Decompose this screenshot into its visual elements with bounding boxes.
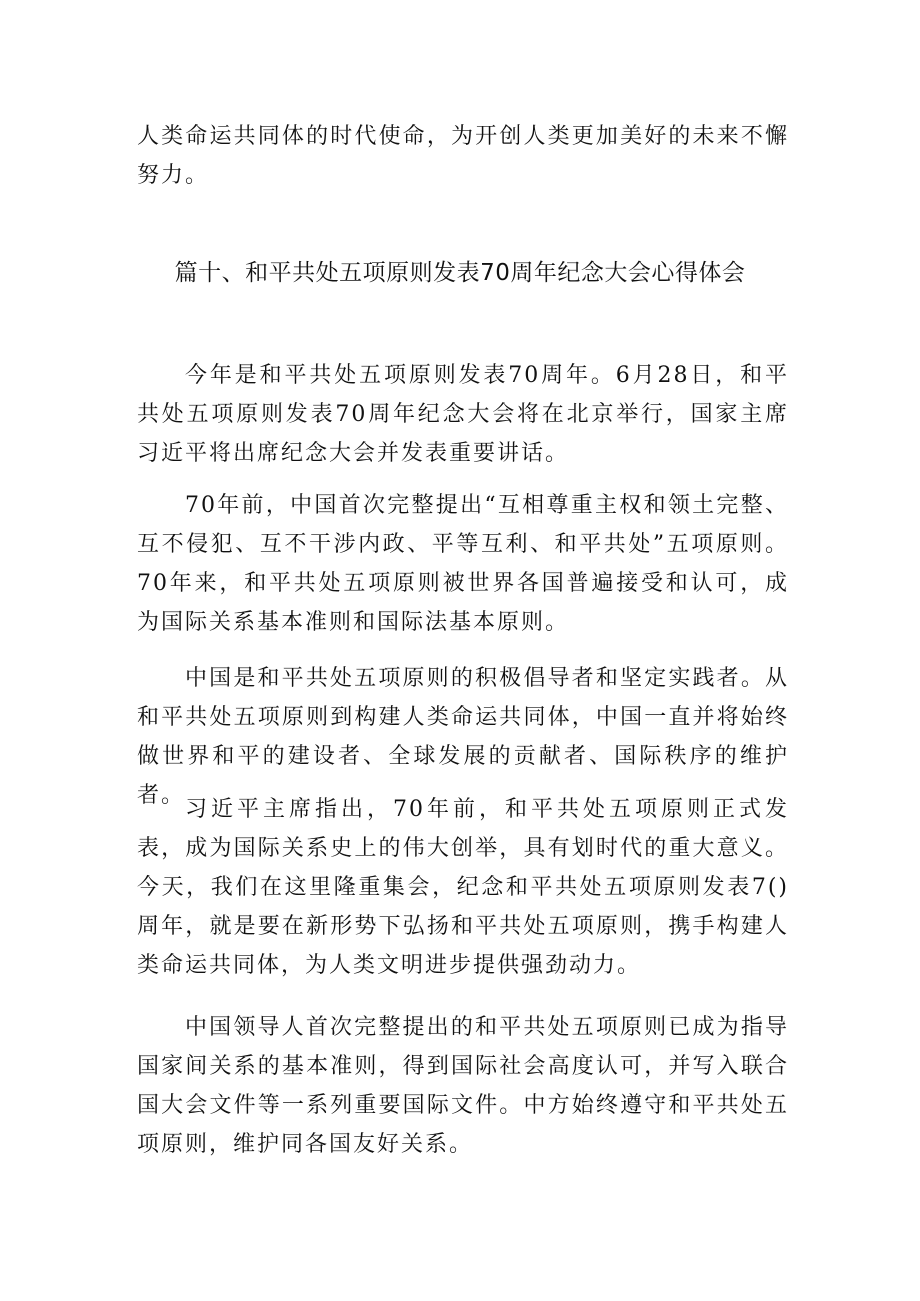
section-heading: 篇十、和平共处五项原则发表70周年纪念大会心得体会 xyxy=(174,260,746,286)
body-paragraph-3: 中国是和平共处五项原则的积极倡导者和坚定实践者。从和平共处五项原则到构建人类命运共同体，中国一直并将始终做世界和平的建设者、全球发展的贡献者、国际秩序的维护者。 xyxy=(137,666,789,808)
body-paragraph-2: 70年前，中国首次完整提出“互相尊重主权和领土完整、互不侵犯、互不干涉内政、平等互利、和平共处”五项原则。70年来，和平共处五项原则被世界各国普遍接受和认可，成为国际关系基本准则和国际法基本原则。 xyxy=(137,493,789,635)
body-paragraph-4: 习近平主席指出，70年前，和平共处五项原则正式发表，成为国际关系史上的伟大创举，具有划时代的重大意义。今天，我们在这里隆重集会，纪念和平共处五项原则发表7()周年，就是要在新形势下弘扬和平共处五项原则，携手构建人类命运共同体，为人类文明进步提供强劲动力。 xyxy=(137,797,789,978)
body-paragraph-5: 中国领导人首次完整提出的和平共处五项原则已成为指导国家间关系的基本准则，得到国际社会高度认可，并写入联合国大会文件等一系列重要国际文件。中方始终遵守和平共处五项原则，维护同各国友好关系。 xyxy=(137,1015,789,1157)
continuation-paragraph: 人类命运共同体的时代使命，为开创人类更加美好的未来不懈努力。 xyxy=(137,124,789,188)
body-paragraph-1: 今年是和平共处五项原则发表70周年。6月28日，和平共处五项原则发表70周年纪念大会将在北京举行，国家主席习近平将出席纪念大会并发表重要讲话。 xyxy=(137,363,789,466)
